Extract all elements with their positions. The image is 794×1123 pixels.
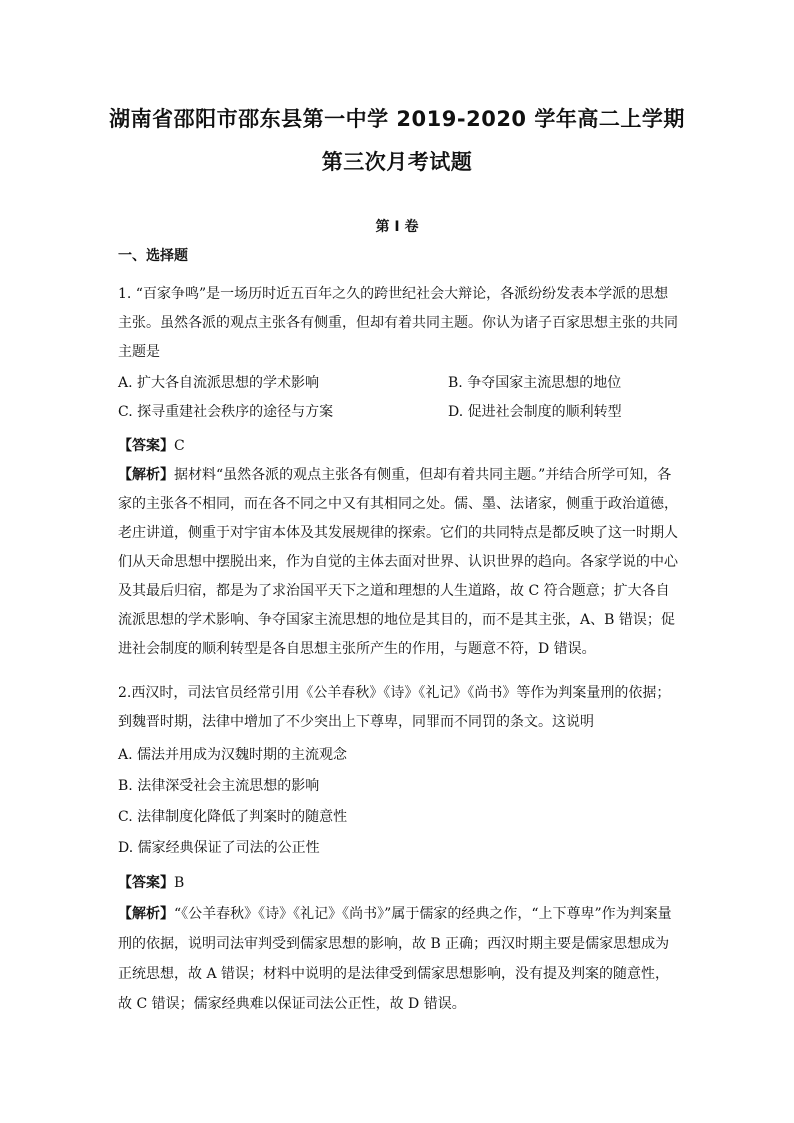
question-1-stem: 1. “百家争鸣”是一场历时近五百年之久的跨世纪社会大辩论，各派纷纷发表本学派的思想主张。虽然各派的观点主张各有侧重，但却有着共同主题。你认为诸子百家思想主张的共同主题是 <box>118 286 678 360</box>
question-1-option-a: A. 扩大各自流派思想的学术影响 <box>118 375 320 391</box>
question-1-options <box>118 369 678 427</box>
analysis-label: 【解析】 <box>118 906 174 922</box>
analysis-label: 【解析】 <box>118 467 174 483</box>
question-1-option-b: B. 争夺国家主流思想的地位 <box>448 375 622 391</box>
answer-value: B <box>174 875 185 891</box>
volume-heading: 第 I 卷 <box>375 219 419 235</box>
question-2-stem: 2.西汉时，司法官员经常引用《公羊春秋》《诗》《礼记》《尚书》等作为判案量刑的依据；到魏晋时期，法律中增加了不少突出上下尊卑，同罪而不同罚的条文。这说明 <box>118 685 671 730</box>
document-title-line2: 第三次月考试题 <box>321 150 473 174</box>
analysis-text: 据材料“虽然各派的观点主张各有侧重，但却有着共同主题。”并结合所学可知，各家的主张各不相同，而在各不同之中又有其相同之处。儒、墨、法诸家，侧重于政治道德，老庄讲道，侧重于对宇宙本体及其发展规律的探索。它们的共同特点是都反映了这一时期人们从天命思想中摆脱出来，作为自觉的主体去面对世界、认识世界的趋向。各家学说的中心及其最后归宿，都是为了求治国平天下之道和理想的人生道路，故 C 符合题意；扩大各自流派思想的学术影响、争夺国家主流思想的地位是其目的，而不是其主张，A、B 错误；促进社会制度的顺利转型是各自思想主张所产生的作用，与题意不符，D 错误。 <box>118 467 678 657</box>
question-2-option-a: A. 儒法并用成为汉魏时期的主流观念 <box>118 747 348 763</box>
answer-value: C <box>174 438 185 454</box>
question-2-answer <box>118 869 678 898</box>
analysis-text: “《公羊春秋》《诗》《礼记》《尚书》”属于儒家的经典之作，“上下尊卑”作为判案量刑的依据，说明司法审判受到儒家思想的影响，故 B 正确；西汉时期主要是儒家思想成为正统思想，故 A 错误；材料中说明的是法律受到儒家思想影响，没有提及判案的随意性，故 C 错误；儒家经典难以保证司法公正性，故 D 错误。 <box>118 906 672 1012</box>
options-row-1 <box>118 369 678 398</box>
options-row-2 <box>118 398 678 427</box>
answer-label: 【答案】 <box>118 438 174 454</box>
question-1-option-d: D. 促进社会制度的顺利转型 <box>448 404 622 420</box>
question-2-option-b: B. 法律深受社会主流思想的影响 <box>118 778 320 794</box>
document-title-line1: 湖南省邵阳市邵东县第一中学 2019-2020 学年高二上学期 <box>109 107 685 131</box>
question-2-options <box>118 740 678 864</box>
question-2-option-d: D. 儒家经典保证了司法的公正性 <box>118 840 320 856</box>
question-2-analysis <box>118 899 678 1019</box>
section-heading: 一、选择题 <box>118 248 188 264</box>
question-1-answer <box>118 432 678 461</box>
answer-label: 【答案】 <box>118 875 174 891</box>
question-1-option-c: C. 探寻重建社会秩序的途径与方案 <box>118 404 334 420</box>
question-2-option-c: C. 法律制度化降低了判案时的随意性 <box>118 809 348 825</box>
question-1-analysis <box>118 461 678 664</box>
